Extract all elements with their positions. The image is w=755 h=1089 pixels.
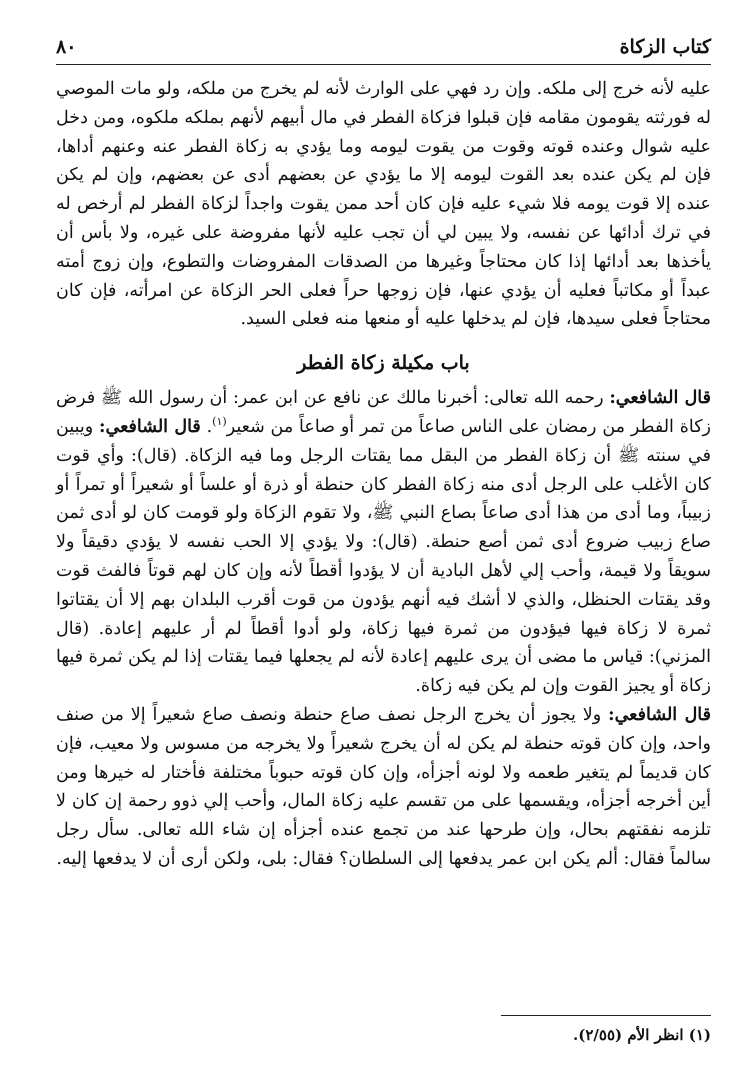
speaker-label: قال الشافعي:	[608, 704, 711, 725]
body-text: ولا يجوز أن يخرج الرجل نصف صاع حنطة ونصف صاع شعيراً إلا من صنف واحد، وإن كان قوته حنطة لم يكن له أن يخرج شعيراً ولا يخرجه من مسوس ولا معيب، فإن كان قديماً لم يتغير طعمه ولا لونه أجزأه، وإن كان قوته حبوباً مختلفة فأختار له خيرها ومن أين أخرجه أجزأه، ويقسمها على من تقسم عليه زكاة المال، وأحب إلي ذوو رحمة إن كان لا تلزمه نفقتهم بحال، وإن طرحها عند من تجمع عنده أجزأه إن شاء الله تعالى. سأل رجل سالماً فقال: ألم يكن ابن عمر يدفعها إلى السلطان؟ فقال: بلى، ولكن أرى أن لا يدفعها إليه.	[56, 704, 711, 869]
footnote-divider	[501, 1015, 711, 1016]
running-header	[56, 30, 711, 65]
body-text: ويبين في سنته ﷺ أن زكاة الفطر من البقل مما يقتات الرجل وما فيه الزكاة. (قال): وأي قوت كان الأغلب على الرجل أدى منه زكاة الفطر كان حنطة أو ذرة أو علساً أو شعيراً أو تمراً أو زبيباً، وما أدى من هذا أدى صاعاً بصاع النبي ﷺ، ولا تقوم الزكاة ولو قومت كان لو أدى ثمن صاع زبيب ضروع أدى ثمن أصع حنطة. (قال): ولا يؤدي إلا الحب نفسه لا يؤدي دقيقاً ولا سويقاً ولا قيمة، وأحب إلي لأهل البادية أن لا يؤدوا أقطاً لأنه وإن كان لهم قوتاً فالفث قوت وقد يقتات الحنظل، والذي لا أشك فيه أنهم يؤدون من قوت أقرب البلدان بهم إلا أن يقتاتوا ثمرة لا زكاة فيها فيؤدون من ثمرة فيها زكاة، ولو أدوا أقطاً لم أر عليهم إعادة. (قال المزني): قياس ما مضى أن يرى عليهم إعادة لأنه لم يجعلها فيما يقتات إذا لم يكن ثمرة فيها زكاة أو يجيز القوت وإن لم يكن فيه زكاة.	[56, 416, 711, 697]
speaker-label: قال الشافعي:	[609, 388, 711, 409]
book-page	[56, 30, 711, 1060]
section-body	[56, 384, 711, 874]
intro-paragraph: عليه لأنه خرج إلى ملكه. وإن رد فهي على الوارث لأنه لم يخرج من ملكه، ولو مات الموصي له فورثته يقومون مقامه فإن قبلوا فزكاة الفطر في مال أبيهم لأنهم بملكه ملكوه، ومن دخل عليه شوال وعنده قوته وقوت من يقوت ليومه وما يؤدي به زكاة الفطر عنه وعنهم أداها، فإن لم يكن عنده بعد القوت ليومه إلا ما يؤدي عن بعضهم أدى عن بعضهم، وإن لم يكن عنده إلا قوت يومه فلا شيء عليه فإن كان أحد ممن يقوت واجداً لزكاة الفطر لم أرخص له في ترك أدائها عن نفسه، ولا يبين لي أن تجب عليه لأنها مفروضة على غيره، ولا بأس أن يأخذها بعد أدائها إذا كان محتاجاً وغيرها من الصدقات المفروضات والتطوع، وإن زوج أمته عبداً أو مكاتباً فعليه أن يؤدي عنها، فإن زوجها حراً فعلى الحر الزكاة عن امرأته، فإن كان محتاجاً فعلى سيدها، فإن لم يدخلها عليه أو منعها منه فعلى السيد.	[56, 79, 711, 330]
speaker-label: قال الشافعي:	[99, 416, 201, 437]
body-text: .	[200, 416, 213, 437]
footnote-marker: (١)	[212, 415, 227, 429]
section-heading: باب مكيلة زكاة الفطر	[297, 352, 470, 375]
header-title: كتاب الزكاة	[619, 36, 711, 58]
footnote: (١) انظر الأم (٢/٥٥).	[573, 1026, 711, 1044]
body-text: رحمه الله تعالى: أخبرنا مالك عن نافع عن ابن عمر: أن رسول الله ﷺ فرض زكاة الفطر من رمضان على الناس صاعاً من تمر أو صاعاً من شعير	[56, 388, 711, 437]
page-number: ٨٠	[56, 36, 77, 58]
